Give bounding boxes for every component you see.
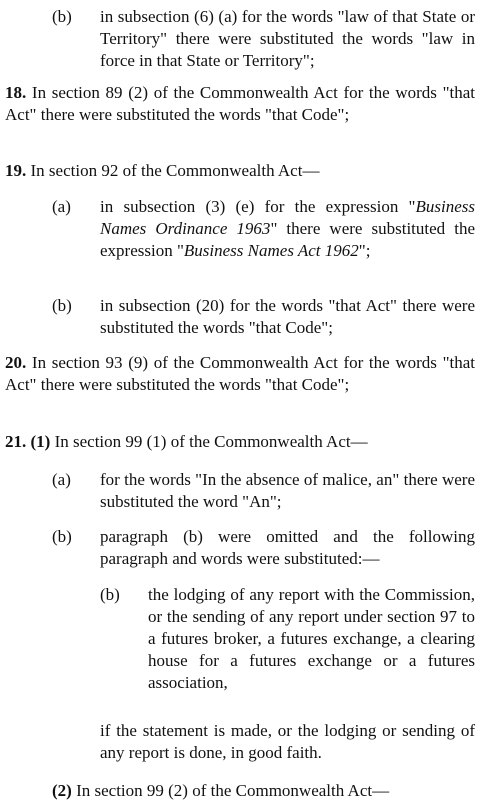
section-number: 21. (5, 432, 27, 451)
italic-act-name: Business Names Act 1962 (183, 241, 359, 260)
item-label: (b) (52, 296, 72, 315)
text-run: in subsection (3) (e) for the expression " (100, 197, 416, 216)
text-run: " there were substituted the expression " (100, 219, 475, 260)
section-19-paragraph-a (52, 196, 475, 262)
item-label: (a) (52, 470, 71, 489)
section-18 (5, 82, 475, 126)
item-text: in subsection (6) (a) for the words "law of that State or Territory" there were substituted the words "law in force in that State or Territory"; (100, 7, 475, 70)
item-text (52, 780, 475, 802)
substituted-paragraph-b (100, 584, 475, 694)
section-text: In section 92 of the Commonwealth Act— (30, 161, 320, 180)
section-19-paragraph-b (52, 295, 475, 339)
item-label: (a) (52, 197, 71, 216)
text-run: "; (358, 241, 371, 260)
top-paragraph-b (52, 6, 475, 72)
section-text: In section 99 (1) of the Commonwealth Act— (54, 432, 368, 451)
subsection-number: (2) (52, 781, 72, 800)
item-text: if the statement is made, or the lodging or sending of any report is done, in good faith. (100, 721, 475, 762)
item-text: for the words "In the absence of malice, an" there were substituted the word "An"; (100, 470, 475, 511)
section-number: 20. (5, 353, 27, 372)
item-label: (b) (52, 527, 72, 546)
section-21-paragraph-b (52, 526, 475, 570)
item-label: (b) (52, 7, 72, 26)
section-number: 19. (5, 161, 27, 180)
item-text: the lodging of any report with the Commission, or the sending of any report under section 97 to a futures broker, a futures exchange, a clearing house for a futures exchange or a futures association, (148, 585, 475, 692)
section-21 (5, 431, 475, 453)
section-19 (5, 160, 475, 182)
item-label: (b) (100, 585, 120, 604)
section-21-paragraph-a (52, 469, 475, 513)
subsection-number: (1) (30, 432, 51, 451)
item-text (100, 196, 475, 262)
section-21-subsection-2 (52, 780, 475, 802)
italic-act-name: Business Names Ordinance 1963 (100, 197, 475, 238)
item-text: in subsection (20) for the words "that Act" there were substituted the words "that Code"; (100, 296, 475, 337)
section-20 (5, 352, 475, 396)
item-text: paragraph (b) were omitted and the following paragraph and words were substituted:— (100, 527, 475, 568)
subsection-text: In section 99 (2) of the Commonwealth Act— (76, 781, 390, 800)
section-number: 18. (5, 83, 27, 102)
section-text: In section 89 (2) of the Commonwealth Act for the words "that Act" there were substituted the words "that Code"; (5, 83, 476, 124)
closing-words (100, 720, 475, 764)
section-text: In section 93 (9) of the Commonwealth Act for the words "that Act" there were substituted the words "that Code"; (5, 353, 476, 394)
